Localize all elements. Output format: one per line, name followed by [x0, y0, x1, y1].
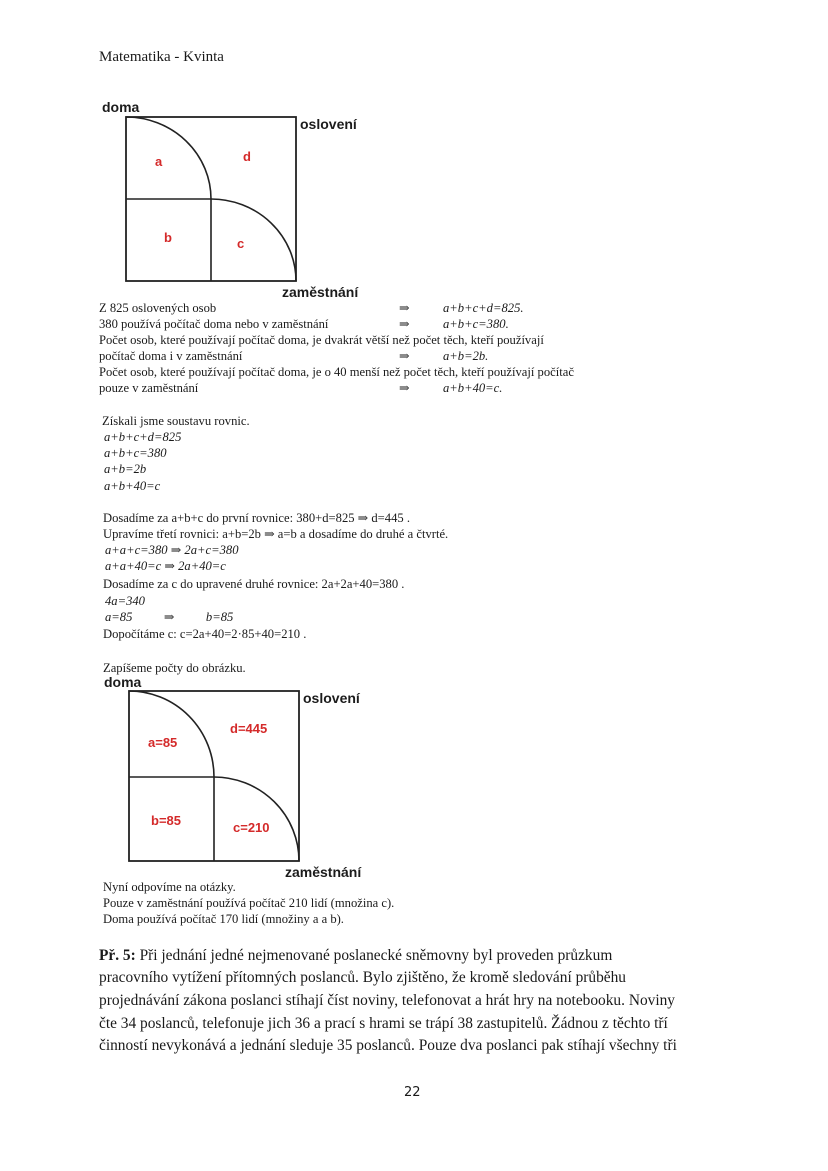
example5-line: činností nevykonává a jednání sleduje 35 poslanců. Pouze dva poslanci pak stíhají všechny tři [99, 1037, 677, 1054]
answer-line-1: Pouze v zaměstnání používá počítač 210 lidí (množina c). [103, 896, 395, 910]
statement-text: počítač doma i v zaměstnání [99, 349, 243, 363]
diagram1-label-doma: doma [102, 99, 140, 115]
diagram1-region-d: d [243, 149, 251, 164]
diagram2-label-osloveni: oslovení [303, 690, 360, 706]
diagram2-arc-doma [129, 691, 214, 777]
diagram1-label-osloveni: oslovení [300, 116, 357, 132]
example5-line [99, 945, 739, 968]
example5-line: projednávání zákona poslanci stíhají číst noviny, telefonovat a hrát hry na notebooku. Noviny [99, 992, 675, 1009]
statement-equation: a+b=2b. [443, 349, 489, 363]
system-equation: a+b=2b [104, 462, 147, 476]
solution-line: a+a+c=380 ⇒ 2a+c=380 [105, 543, 239, 557]
system-equation: a+b+c=380 [104, 446, 167, 460]
diagram2-region-d: d=445 [230, 721, 268, 736]
statement-text: Počet osob, které používají počítač doma, je dvakrát větší než počet těch, kteří používají [99, 333, 544, 347]
solution-line: Upravíme třetí rovnici: a+b=2b ⇒ a=b a dosadíme do druhé a čtvrté. [103, 527, 449, 541]
example5-text: Při jednání jedné nejmenované poslanecké sněmovny byl proveden průzkum [135, 947, 613, 964]
page-number: 22 [404, 1085, 421, 1100]
solution-line: Dosadíme za a+b+c do první rovnice: 380+d=825 ⇒ d=445 . [103, 511, 410, 525]
example5-line: čte 34 poslanců, telefonuje jich 36 a prací s hrami se trápí 38 zastupitelů. Žádnou z těchto tří [99, 1015, 668, 1032]
statement-equation: a+b+c+d=825. [443, 301, 524, 315]
answer-line-2: Doma používá počítač 170 lidí (množiny a a b). [103, 912, 344, 926]
diagram2-arc-zamestnani [214, 777, 299, 861]
implies-arrow: ⇒ [399, 317, 410, 331]
statement-text: 380 používá počítač doma nebo v zaměstnání [99, 317, 329, 331]
diagram2-region-a: a=85 [148, 735, 178, 750]
statement-equation: a+b+c=380. [443, 317, 509, 331]
solution-line: Dopočítáme c: c=2a+40=2·85+40=210 . [103, 627, 307, 641]
statement-text: Z 825 oslovených osob [99, 301, 217, 315]
diagram2-region-b: b=85 [151, 813, 181, 828]
implies-arrow: ⇒ [399, 381, 410, 395]
diagram2-intro: Zapíšeme počty do obrázku. [103, 661, 246, 675]
solution-line: 4a=340 [105, 594, 145, 608]
system-intro: Získali jsme soustavu rovnic. [102, 414, 250, 428]
system-equation: a+b+c+d=825 [104, 430, 182, 444]
example5-line: pracovního vytížení přítomných poslanců. Bylo zjištěno, že kromě sledování průběhu [99, 969, 627, 986]
solution-line: Dosadíme za c do upravené druhé rovnice: 2a+2a+40=380 . [103, 577, 405, 591]
diagram2-label-zamestnani: zaměstnání [285, 864, 362, 880]
example5-label: Př. 5: [99, 947, 136, 964]
implies-arrow: ⇒ [399, 301, 410, 315]
answers-intro: Nyní odpovíme na otázky. [103, 880, 236, 894]
diagram2-region-c: c=210 [233, 820, 270, 835]
diagram1-region-a: a [155, 154, 163, 169]
implies-arrow: ⇒ [399, 349, 410, 363]
page-header-title: Matematika - Kvinta [99, 49, 224, 65]
diagram1-region-c: c [237, 236, 245, 251]
diagram1-region-b: b [164, 230, 172, 245]
system-equation: a+b+40=c [104, 479, 161, 493]
statement-equation: a+b+40=c. [443, 381, 503, 395]
diagram1-label-zamestnani: zaměstnání [282, 284, 359, 300]
statement-text: Počet osob, které používají počítač doma, je o 40 menší než počet těch, kteří používají počítač [99, 365, 574, 379]
statement-text: pouze v zaměstnání [99, 381, 199, 395]
diagram2-label-doma: doma [104, 674, 142, 690]
solution-line: a+a+40=c ⇒ 2a+40=c [105, 559, 226, 573]
solution-line: a=85 ⇒ b=85 [105, 610, 234, 624]
